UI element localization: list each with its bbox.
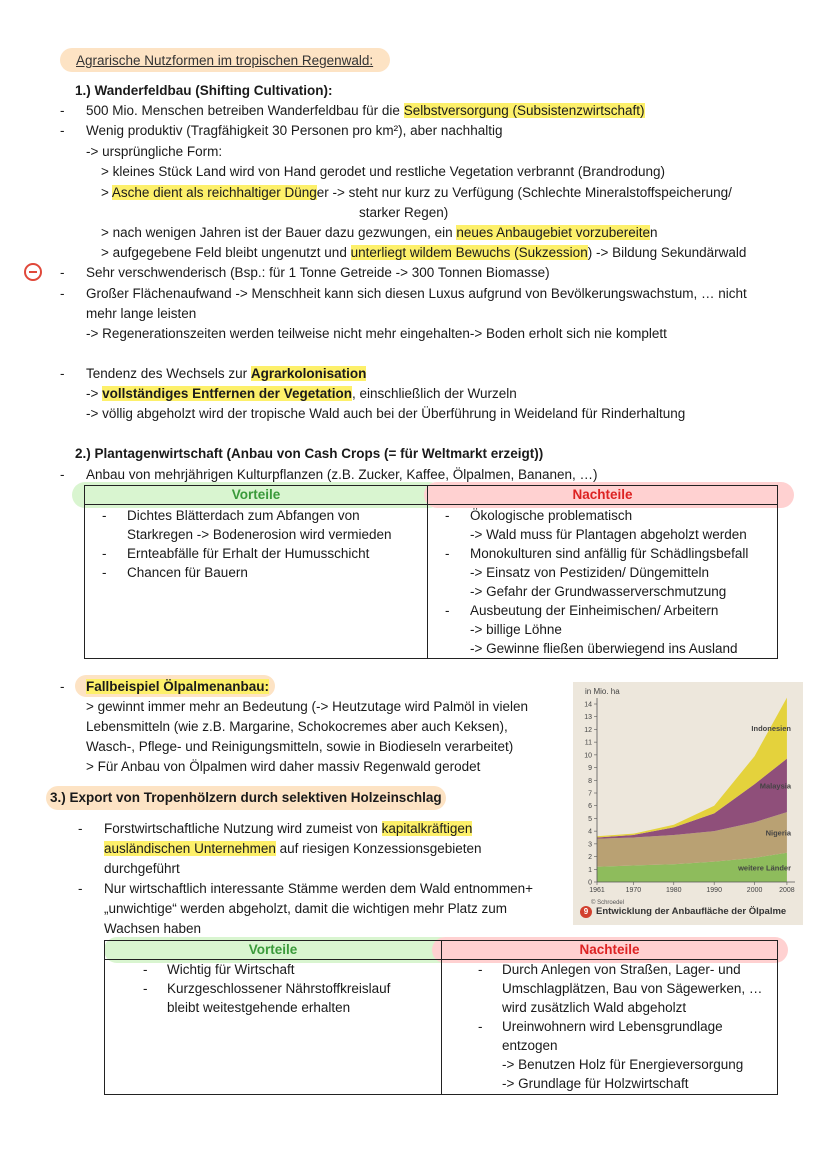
bullet-dash: - [60,286,65,301]
y-tick-label: 5 [588,815,592,823]
list-item: entzogen [502,1038,558,1053]
vorteile-header: Vorteile [105,941,442,960]
s3-line2: ausländischen Unternehmen auf riesigen Konzessionsgebieten [104,841,482,856]
bullet-dash: - [60,679,65,694]
series-label: Indonesien [751,724,791,734]
y-tick-label: 14 [584,701,592,709]
y-tick-label: 11 [584,739,592,747]
s3-line4: Nur wirtschaftlich interessante Stämme werden dem Wald entnommen+ [104,881,534,896]
s3-line5: „unwichtige“ werden abgeholzt, damit die wichtigen mehr Platz zum [104,901,507,916]
nachteile-header: Nachteile [428,486,778,505]
y-tick-label: 3 [588,841,592,849]
s1-line3: -> ursprüngliche Form: [86,144,223,159]
bullet-dash: - [60,103,65,118]
list-item: - Durch Anlegen von Straßen, Lager- und [478,962,741,977]
fall-heading: Fallbeispiel Ölpalmenanbau: [86,679,270,694]
holz-table [104,940,778,1095]
bullet-dash: - [60,123,65,138]
y-tick-label: 9 [588,765,592,773]
chart-svg [573,682,803,908]
bullet-dash: - [78,881,83,896]
nachteile-cell [428,505,778,659]
list-item: -> Einsatz von Pestiziden/ Düngemitteln [470,565,709,580]
s1-line11: mehr lange leisten [86,306,197,321]
fall-line1: > gewinnt immer mehr an Bedeutung (-> Heutzutage wird Palmöl in vielen [86,699,528,714]
vorteile-header: Vorteile [85,486,428,505]
list-item: - Wichtig für Wirtschaft [143,962,295,977]
y-tick-label: 7 [588,790,592,798]
fall-line3: Wasch-, Pflege- und Reinigungsmitteln, sowie in Biodieseln verarbeitet) [86,739,514,754]
plantagen-table [84,485,778,659]
list-item: - Dichtes Blätterdach zum Abfangen von [102,508,360,523]
list-item: - Ausbeutung der Einheimischen/ Arbeitern [445,603,719,618]
bullet-dash: - [60,467,65,482]
bullet-dash: - [60,366,65,381]
s1-line12: -> Regenerationszeiten werden teilweise nicht mehr eingehalten-> Boden erholt sich nie komplett [86,326,667,341]
caption-number: 9 [580,906,592,918]
vorteile-cell [105,960,442,1095]
nachteile-header: Nachteile [442,941,778,960]
list-item: - Ureinwohnern wird Lebensgrundlage [478,1019,723,1034]
bullet-dash: - [60,265,65,280]
section2-heading: 2.) Plantagenwirtschaft (Anbau von Cash Crops (= für Weltmarkt erzeigt)) [75,446,544,461]
list-item: - Kurzgeschlossener Nährstoffkreislauf [143,981,391,996]
fall-line2: Lebensmitteln (wie z.B. Margarine, Schokocremes aber auch Keksen), [86,719,508,734]
x-tick-label: 2000 [746,887,763,894]
s1-line15: -> völlig abgeholzt wird der tropische Wald auch bei der Überführung in Weideland für Rinderhaltung [86,406,686,421]
chart-caption: 9 Entwicklung der Anbaufläche der Ölpalme [580,906,786,918]
list-item: Starkregen -> Bodenerosion wird vermieden [127,527,392,542]
y-tick-label: 13 [584,714,592,722]
s3-line1: Forstwirtschaftliche Nutzung wird zumeist von kapitalkräftigen [104,821,473,836]
list-item: -> Wald muss für Plantagen abgeholzt werden [470,527,747,542]
list-item: - Chancen für Bauern [102,565,248,580]
x-tick-label: 1961 [589,887,605,894]
chart-credit: © Schroedel [591,900,625,906]
list-item: bleibt weitestgehende erhalten [167,1000,351,1015]
series-label: weitere Länder [738,863,791,873]
vorteile-cell [85,505,428,659]
list-item: -> Gefahr der Grundwasserverschmutzung [470,584,727,599]
s1-line9: Sehr verschwenderisch (Bsp.: für 1 Tonne Getreide -> 300 Tonnen Biomasse) [86,265,550,280]
page-title: Agrarische Nutzformen im tropischen Regenwald: [76,53,374,68]
minus-circle-icon [24,263,42,281]
list-item: Umschlagplätzen, Bau von Sägewerken, … [502,981,763,996]
s1-line7: > nach wenigen Jahren ist der Bauer dazu gezwungen, ein neues Anbaugebiet vorzubereiten [101,225,658,240]
series-label: Malaysia [759,781,791,791]
s3-line6: Wachsen haben [104,921,202,936]
y-tick-label: 0 [588,879,592,887]
palm-oil-chart [573,682,803,925]
y-tick-label: 12 [584,726,592,734]
list-item: -> billige Löhne [470,622,562,637]
s1-line13: Tendenz des Wechsels zur Agrarkolonisation [86,366,367,381]
list-item: -> Gewinne fließen überwiegend ins Ausland [470,641,738,656]
s1-line6: starker Regen) [359,205,449,220]
list-item: -> Benutzen Holz für Energieversorgung [502,1057,744,1072]
y-tick-label: 10 [584,752,592,760]
section3-heading: 3.) Export von Tropenhölzern durch selektiven Holzeinschlag [50,790,442,805]
y-tick-label: 8 [588,777,592,785]
y-axis-label: in Mio. ha [585,687,620,696]
s1-line14: -> vollständiges Entfernen der Vegetation, einschließlich der Wurzeln [86,386,517,401]
x-tick-label: 1970 [625,887,642,894]
s1-line4: > kleines Stück Land wird von Hand gerodet und restliche Vegetation verbrannt (Brandrodung) [101,164,665,179]
y-tick-label: 1 [588,866,592,874]
section1-heading: 1.) Wanderfeldbau (Shifting Cultivation): [75,83,333,98]
x-tick-label: 1980 [665,887,682,894]
nachteile-cell [442,960,778,1095]
list-item: - Monokulturen sind anfällig für Schädlingsbefall [445,546,749,561]
fall-line4: > Für Anbau von Ölpalmen wird daher massiv Regenwald gerodet [86,759,481,774]
x-tick-label: 2008 [779,887,795,894]
list-item: - Ökologische problematisch [445,508,633,523]
s2-intro: Anbau von mehrjährigen Kulturpflanzen (z.B. Zucker, Kaffee, Ölpalmen, Bananen, …) [86,467,598,482]
s1-line8: > aufgegebene Feld bleibt ungenutzt und unterliegt wildem Bewuchs (Sukzession) -> Bildung Sekundärwald [101,245,747,260]
y-tick-label: 2 [588,854,592,862]
list-item: - Ernteabfälle für Erhalt der Humusschicht [102,546,370,561]
x-tick-label: 1990 [706,887,722,894]
list-item: -> Grundlage für Holzwirtschaft [502,1076,689,1091]
bullet-dash: - [78,821,83,836]
s3-line3: durchgeführt [104,861,180,876]
y-tick-label: 6 [588,803,592,811]
series-label: Nigeria [765,828,791,838]
s1-line5: > Asche dient als reichhaltiger Dünger -> steht nur kurz zu Verfügung (Schlechte Mineralstoffspeicherung/ [101,185,732,200]
s1-line10: Großer Flächenaufwand -> Menschheit kann sich diesen Luxus aufgrund von Bevölkerungswachstum, … nicht [86,286,747,301]
s1-line1: 500 Mio. Menschen betreiben Wanderfeldbau für die Selbstversorgung (Subsistenzwirtschaft) [86,103,645,118]
s1-line2: Wenig produktiv (Tragfähigkeit 30 Personen pro km²), aber nachhaltig [86,123,503,138]
y-tick-label: 4 [588,828,592,836]
list-item: wird zusätzlich Wald abgeholzt [502,1000,687,1015]
